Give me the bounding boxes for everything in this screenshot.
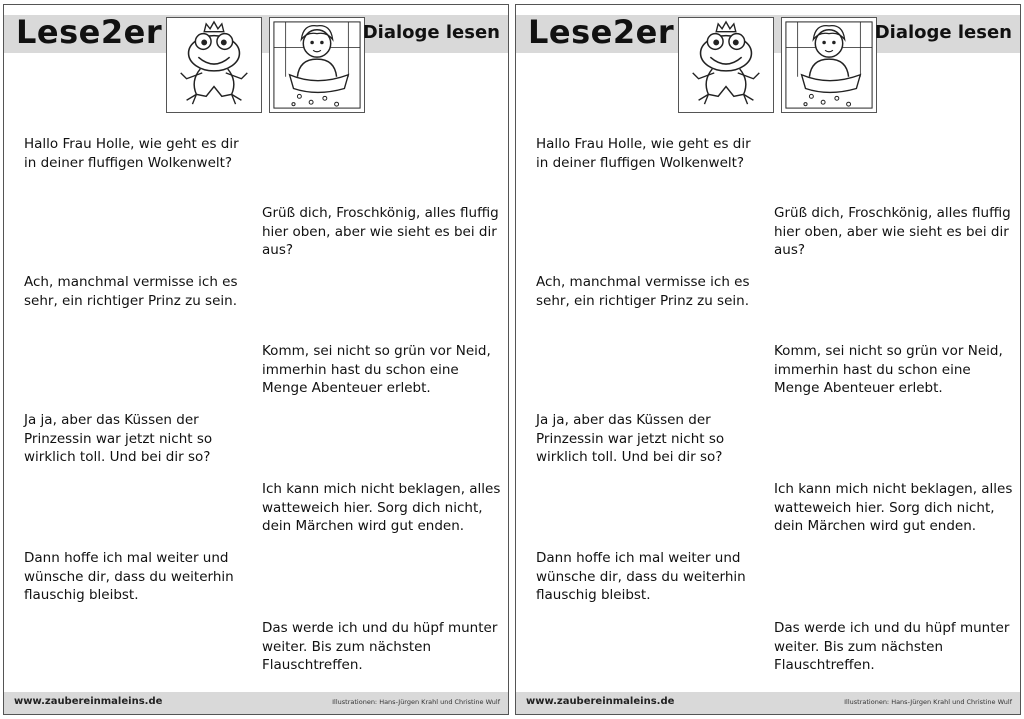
dialogue-line-holle: Ich kann mich nicht beklagen, alles watteweich hier. Sorg dich nicht, dein Märchen wird gut enden. (262, 481, 501, 534)
worksheet-topic: Dialoge lesen (362, 22, 500, 43)
footer-band (4, 692, 508, 714)
dialogue-line-frog: Hallo Frau Holle, wie geht es dir in deiner fluffigen Wolkenwelt? (24, 136, 239, 171)
frau-holle-icon (782, 18, 876, 112)
dialogue-line-frog: Ja ja, aber das Küssen der Prinzessin war jetzt nicht so wirklich toll. Und bei dir so? (536, 412, 725, 465)
footer-credit: Illustrationen: Hans-Jürgen Krahl und Christine Wulf (332, 698, 500, 706)
frog-king-icon (167, 18, 261, 112)
dialogue-line-holle: Grüß dich, Froschkönig, alles fluffig hier oben, aber wie sieht es bei dir aus? (774, 205, 1011, 258)
footer-url: www.zaubereinmaleins.de (14, 696, 163, 707)
footer-band (516, 692, 1020, 714)
dialogue-line-frog: Ach, manchmal vermisse ich es sehr, ein richtiger Prinz zu sein. (536, 274, 750, 309)
dialogue-line-holle: Komm, sei nicht so grün vor Neid, immerhin hast du schon eine Menge Abenteuer erlebt. (774, 343, 1003, 396)
dialogue-line-frog: Ja ja, aber das Küssen der Prinzessin war jetzt nicht so wirklich toll. Und bei dir so? (24, 412, 213, 465)
worksheet-left (3, 4, 509, 715)
frau-holle-illustration (269, 17, 365, 113)
dialogue-line-holle: Das werde ich und du hüpf munter weiter. Bis zum nächsten Flauschtreffen. (262, 620, 498, 673)
footer-credit: Illustrationen: Hans-Jürgen Krahl und Christine Wulf (844, 698, 1012, 706)
worksheet-right (515, 4, 1021, 715)
frog-king-illustration (678, 17, 774, 113)
dialogue-line-frog: Hallo Frau Holle, wie geht es dir in deiner fluffigen Wolkenwelt? (536, 136, 751, 171)
frog-king-illustration (166, 17, 262, 113)
brand-logo: Lese2er (528, 13, 675, 51)
frau-holle-illustration (781, 17, 877, 113)
dialogue-line-holle: Das werde ich und du hüpf munter weiter. Bis zum nächsten Flauschtreffen. (774, 620, 1010, 673)
dialogue-line-frog: Dann hoffe ich mal weiter und wünsche dir, dass du weiterhin flauschig bleibst. (24, 550, 234, 603)
dialogue-line-frog: Ach, manchmal vermisse ich es sehr, ein richtiger Prinz zu sein. (24, 274, 238, 309)
brand-logo: Lese2er (16, 13, 163, 51)
frog-king-icon (679, 18, 773, 112)
dialogue-line-frog: Dann hoffe ich mal weiter und wünsche dir, dass du weiterhin flauschig bleibst. (536, 550, 746, 603)
dialogue-line-holle: Ich kann mich nicht beklagen, alles watteweich hier. Sorg dich nicht, dein Märchen wird gut enden. (774, 481, 1013, 534)
frau-holle-icon (270, 18, 364, 112)
dialogue-line-holle: Grüß dich, Froschkönig, alles fluffig hier oben, aber wie sieht es bei dir aus? (262, 205, 499, 258)
dialogue-line-holle: Komm, sei nicht so grün vor Neid, immerhin hast du schon eine Menge Abenteuer erlebt. (262, 343, 491, 396)
worksheet-topic: Dialoge lesen (874, 22, 1012, 43)
footer-url: www.zaubereinmaleins.de (526, 696, 675, 707)
